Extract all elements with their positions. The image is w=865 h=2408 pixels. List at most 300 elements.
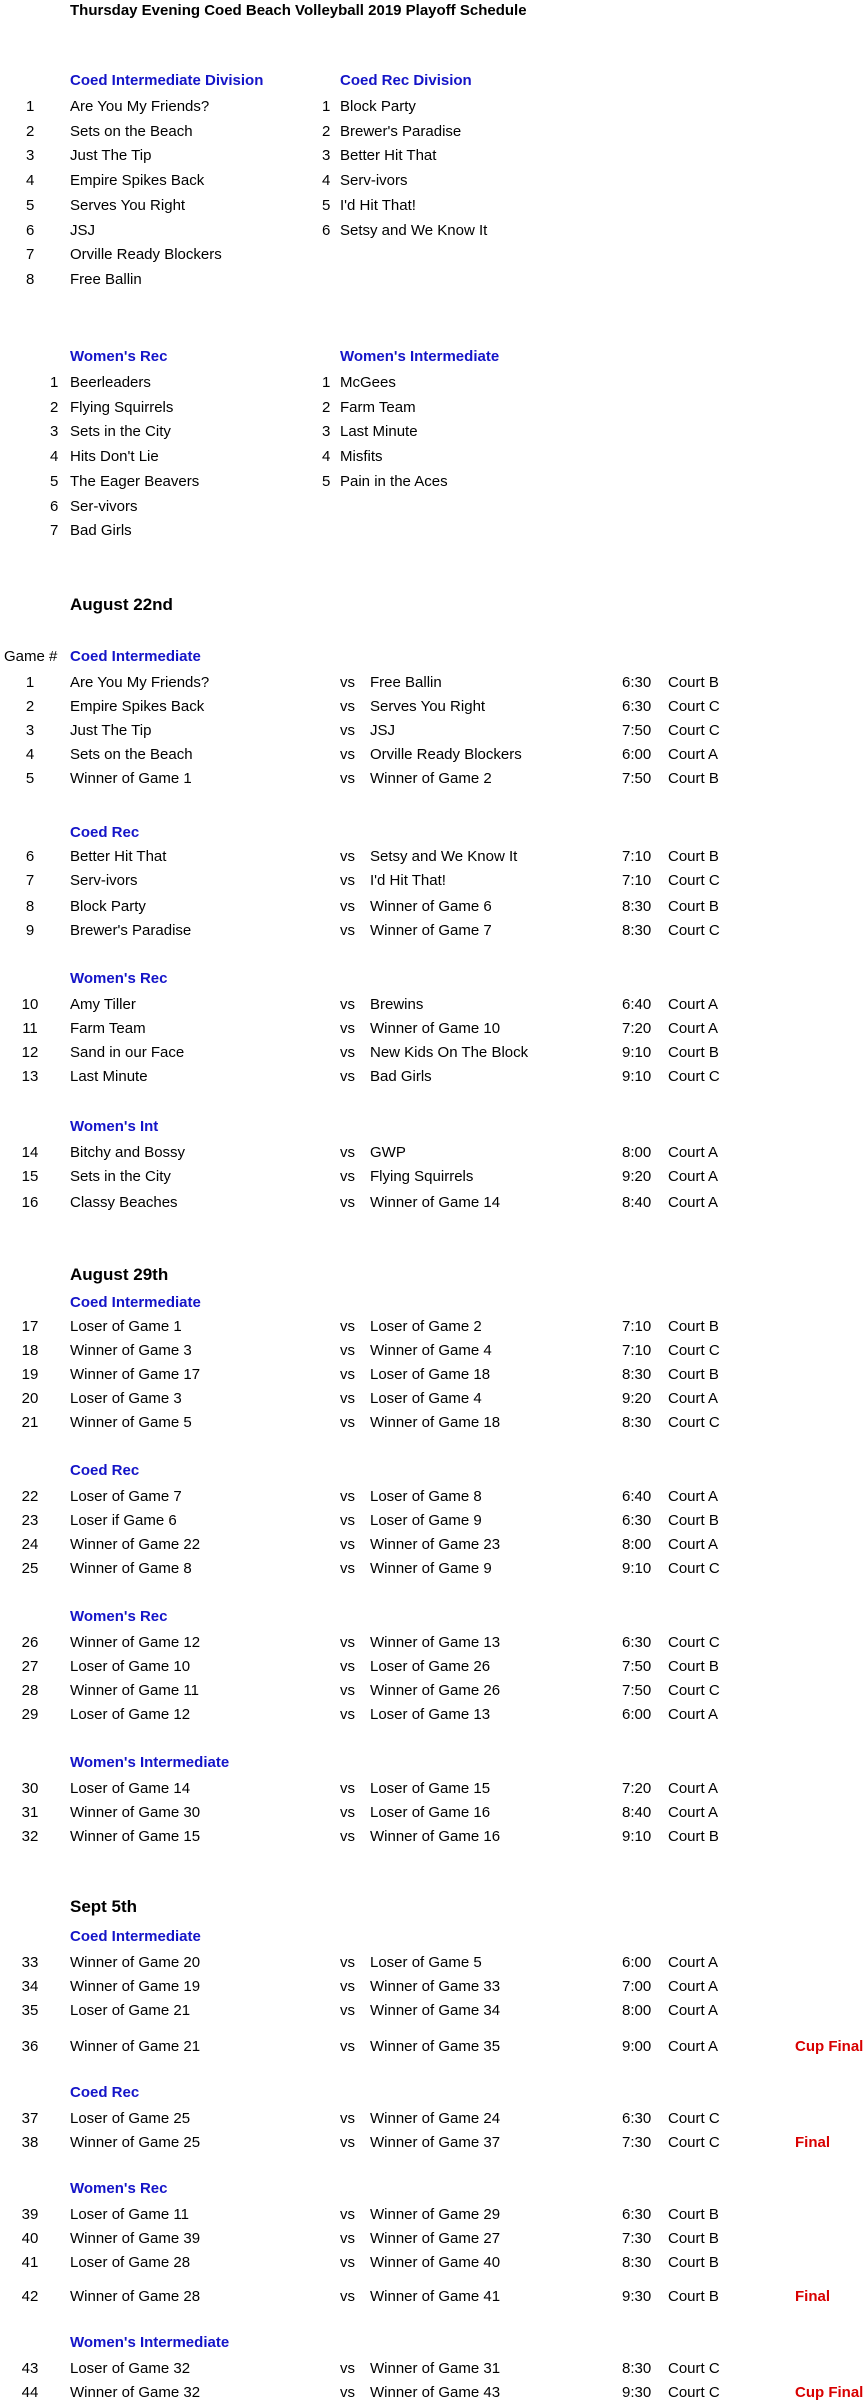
team-two: Winner of Game 41 — [370, 2288, 501, 2305]
game-number: 10 — [21, 996, 39, 1013]
game-number: 35 — [21, 2002, 39, 2019]
game-court: Court A — [668, 1488, 719, 1505]
game-time: 8:30 — [622, 2254, 652, 2271]
game-time: 8:00 — [622, 2002, 652, 2019]
team-two: Winner of Game 7 — [370, 922, 492, 939]
seed-number: 1 — [26, 98, 35, 115]
seed-number: 3 — [50, 423, 59, 440]
team-one: Loser of Game 10 — [70, 1658, 191, 1675]
versus-label: vs — [340, 2254, 355, 2271]
versus-label: vs — [340, 2206, 355, 2223]
team-two: Flying Squirrels — [370, 1168, 474, 1185]
team-one: Winner of Game 3 — [70, 1342, 192, 1359]
team-two: Loser of Game 5 — [370, 1954, 482, 1971]
team-two: Winner of Game 10 — [370, 1020, 501, 1037]
game-number: 16 — [21, 1194, 39, 1211]
team-two: Winner of Game 18 — [370, 1414, 501, 1431]
section-heading: Women's Intermediate — [70, 1754, 230, 1771]
game-number: 30 — [21, 1780, 39, 1797]
game-court: Court C — [668, 1342, 720, 1359]
team-two: Loser of Game 26 — [370, 1658, 491, 1675]
game-time: 7:30 — [622, 2230, 652, 2247]
game-number: 11 — [22, 1020, 38, 1037]
versus-label: vs — [340, 1194, 355, 1211]
team-one: Winner of Game 17 — [70, 1366, 201, 1383]
game-number: 3 — [25, 722, 35, 739]
game-time: 6:40 — [622, 996, 652, 1013]
game-time: 9:30 — [622, 2288, 652, 2305]
standings-heading: Coed Intermediate Division — [70, 72, 264, 89]
team-one: Sand in our Face — [70, 1044, 185, 1061]
game-time: 9:00 — [622, 2038, 652, 2055]
team-one: Classy Beaches — [70, 1194, 178, 1211]
final-label: Final — [795, 2288, 831, 2305]
game-time: 8:00 — [622, 1144, 652, 1161]
section-heading: Women's Rec — [70, 1608, 168, 1625]
team-name: The Eager Beavers — [70, 473, 200, 490]
game-court: Court C — [668, 2134, 720, 2151]
final-label: Cup Final — [795, 2384, 864, 2401]
game-time: 7:50 — [622, 770, 652, 787]
team-one: Last Minute — [70, 1068, 148, 1085]
game-court: Court B — [668, 2254, 719, 2271]
game-time: 6:00 — [622, 746, 652, 763]
game-number: 31 — [21, 1804, 39, 1821]
seed-number: 4 — [50, 448, 59, 465]
team-name: Farm Team — [340, 399, 416, 416]
team-name: Hits Don't Lie — [70, 448, 159, 465]
team-name: Are You My Friends? — [70, 98, 210, 115]
game-time: 7:10 — [622, 848, 652, 865]
team-two: Orville Ready Blockers — [370, 746, 522, 763]
versus-label: vs — [340, 1954, 355, 1971]
versus-label: vs — [340, 848, 355, 865]
seed-number: 4 — [322, 448, 331, 465]
team-two: Winner of Game 24 — [370, 2110, 501, 2127]
versus-label: vs — [340, 2110, 355, 2127]
game-time: 8:40 — [622, 1804, 652, 1821]
team-two: Winner of Game 9 — [370, 1560, 492, 1577]
team-one: Loser if Game 6 — [70, 1512, 177, 1529]
game-time: 7:10 — [622, 1342, 652, 1359]
team-name: Sets in the City — [70, 423, 171, 440]
team-two: Loser of Game 9 — [370, 1512, 482, 1529]
game-court: Court B — [668, 770, 719, 787]
game-time: 8:30 — [622, 1414, 652, 1431]
team-name: Setsy and We Know It — [340, 222, 488, 239]
game-number: 22 — [21, 1488, 39, 1505]
versus-label: vs — [340, 1414, 355, 1431]
game-time: 7:50 — [622, 1682, 652, 1699]
game-time: 7:50 — [622, 722, 652, 739]
versus-label: vs — [340, 1634, 355, 1651]
game-number-header: Game # — [4, 648, 58, 665]
team-name: Block Party — [340, 98, 416, 115]
versus-label: vs — [340, 2230, 355, 2247]
game-number: 36 — [21, 2038, 39, 2055]
game-time: 9:10 — [622, 1044, 652, 1061]
team-two: Winner of Game 26 — [370, 1682, 501, 1699]
game-time: 7:20 — [622, 1020, 652, 1037]
team-two: Winner of Game 14 — [370, 1194, 501, 1211]
game-time: 6:30 — [622, 674, 652, 691]
team-name: Ser-vivors — [70, 498, 138, 515]
game-court: Court B — [668, 1512, 719, 1529]
versus-label: vs — [340, 1390, 355, 1407]
game-number: 6 — [25, 848, 35, 865]
team-one: Loser of Game 11 — [70, 2206, 189, 2223]
seed-number: 2 — [50, 399, 59, 416]
section-heading: Coed Rec — [70, 824, 140, 841]
game-court: Court C — [668, 1414, 720, 1431]
team-two: Winner of Game 23 — [370, 1536, 501, 1553]
versus-label: vs — [340, 1144, 355, 1161]
section-heading: Coed Rec — [70, 2084, 140, 2101]
seed-number: 5 — [322, 473, 331, 490]
team-one: Winner of Game 12 — [70, 1634, 201, 1651]
versus-label: vs — [340, 722, 355, 739]
team-two: I'd Hit That! — [370, 872, 446, 889]
team-name: Beerleaders — [70, 374, 151, 391]
team-name: Orville Ready Blockers — [70, 246, 222, 263]
team-name: Serv-ivors — [340, 172, 408, 189]
game-time: 6:30 — [622, 2206, 652, 2223]
game-court: Court A — [668, 1536, 719, 1553]
team-two: Winner of Game 43 — [370, 2384, 501, 2401]
team-two: Loser of Game 2 — [370, 1318, 482, 1335]
game-court: Court A — [668, 1390, 719, 1407]
versus-label: vs — [340, 1488, 355, 1505]
team-name: Pain in the Aces — [340, 473, 448, 490]
game-number: 29 — [21, 1706, 39, 1723]
versus-label: vs — [340, 2384, 355, 2401]
game-time: 8:30 — [622, 1366, 652, 1383]
team-two: New Kids On The Block — [370, 1044, 529, 1061]
game-time: 6:40 — [622, 1488, 652, 1505]
game-court: Court C — [668, 1682, 720, 1699]
team-two: Free Ballin — [370, 674, 442, 691]
team-one: Loser of Game 7 — [70, 1488, 182, 1505]
game-court: Court B — [668, 1318, 719, 1335]
game-court: Court A — [668, 746, 719, 763]
game-time: 8:30 — [622, 922, 652, 939]
seed-number: 6 — [50, 498, 59, 515]
versus-label: vs — [340, 2288, 355, 2305]
team-two: Winner of Game 13 — [370, 1634, 501, 1651]
date-heading: August 22nd — [70, 595, 173, 614]
team-one: Loser of Game 1 — [70, 1318, 182, 1335]
standings-heading: Women's Intermediate — [340, 348, 500, 365]
game-court: Court A — [668, 1954, 719, 1971]
team-one: Winner of Game 30 — [70, 1804, 201, 1821]
versus-label: vs — [340, 1780, 355, 1797]
game-time: 6:30 — [622, 1634, 652, 1651]
team-one: Winner of Game 20 — [70, 1954, 201, 1971]
seed-number: 2 — [322, 399, 331, 416]
versus-label: vs — [340, 1682, 355, 1699]
game-court: Court B — [668, 1828, 719, 1845]
team-one: Loser of Game 21 — [70, 2002, 191, 2019]
versus-label: vs — [340, 1706, 355, 1723]
game-court: Court B — [668, 1366, 719, 1383]
team-name: Last Minute — [340, 423, 418, 440]
team-one: Winner of Game 22 — [70, 1536, 201, 1553]
team-one: Bitchy and Bossy — [70, 1144, 186, 1161]
team-two: Winner of Game 33 — [370, 1978, 501, 1995]
team-two: Serves You Right — [370, 698, 486, 715]
team-name: Better Hit That — [340, 147, 437, 164]
versus-label: vs — [340, 1536, 355, 1553]
game-court: Court C — [668, 2360, 720, 2377]
game-court: Court B — [668, 848, 719, 865]
versus-label: vs — [340, 1044, 355, 1061]
versus-label: vs — [340, 1318, 355, 1335]
game-time: 7:20 — [622, 1780, 652, 1797]
versus-label: vs — [340, 1366, 355, 1383]
game-time: 9:10 — [622, 1560, 652, 1577]
team-one: Better Hit That — [70, 848, 167, 865]
seed-number: 2 — [26, 123, 35, 140]
section-heading: Coed Rec — [70, 1462, 140, 1479]
team-name: Flying Squirrels — [70, 399, 174, 416]
team-two: Winner of Game 2 — [370, 770, 492, 787]
versus-label: vs — [340, 872, 355, 889]
team-one: Block Party — [70, 898, 146, 915]
standings-heading: Coed Rec Division — [340, 72, 472, 89]
team-one: Winner of Game 11 — [70, 1682, 199, 1699]
team-two: Winner of Game 6 — [370, 898, 492, 915]
team-name: Misfits — [340, 448, 383, 465]
game-court: Court A — [668, 1020, 719, 1037]
game-number: 39 — [21, 2206, 39, 2223]
seed-number: 5 — [26, 197, 35, 214]
standings-heading: Women's Rec — [70, 348, 168, 365]
game-time: 7:50 — [622, 1658, 652, 1675]
team-name: Serves You Right — [70, 197, 186, 214]
game-number: 14 — [21, 1144, 39, 1161]
game-number: 38 — [21, 2134, 39, 2151]
game-court: Court A — [668, 1804, 719, 1821]
game-time: 7:10 — [622, 872, 652, 889]
game-number: 25 — [21, 1560, 39, 1577]
seed-number: 7 — [26, 246, 35, 263]
game-number: 1 — [25, 674, 35, 691]
date-heading: Sept 5th — [70, 1897, 138, 1916]
game-time: 7:10 — [622, 1318, 652, 1335]
game-court: Court C — [668, 1634, 720, 1651]
seed-number: 6 — [322, 222, 331, 239]
team-two: Winner of Game 29 — [370, 2206, 501, 2223]
game-court: Court C — [668, 698, 720, 715]
team-two: Loser of Game 4 — [370, 1390, 482, 1407]
team-name: Sets on the Beach — [70, 123, 193, 140]
game-number: 42 — [21, 2288, 39, 2305]
team-two: Loser of Game 15 — [370, 1780, 491, 1797]
game-court: Court B — [668, 2288, 719, 2305]
game-number: 18 — [21, 1342, 39, 1359]
game-court: Court B — [668, 898, 719, 915]
team-name: Empire Spikes Back — [70, 172, 205, 189]
game-number: 13 — [21, 1068, 39, 1085]
versus-label: vs — [340, 770, 355, 787]
game-number: 34 — [21, 1978, 39, 1995]
final-label: Cup Final — [795, 2038, 864, 2055]
team-one: Loser of Game 28 — [70, 2254, 191, 2271]
game-court: Court A — [668, 2002, 719, 2019]
seed-number: 6 — [26, 222, 35, 239]
team-two: Winner of Game 4 — [370, 1342, 492, 1359]
game-court: Court C — [668, 2110, 720, 2127]
game-court: Court A — [668, 1144, 719, 1161]
team-two: JSJ — [370, 722, 396, 739]
team-one: Sets in the City — [70, 1168, 171, 1185]
section-heading: Women's Rec — [70, 2180, 168, 2197]
section-heading: Women's Rec — [70, 970, 168, 987]
game-time: 8:30 — [622, 2360, 652, 2377]
team-one: Winner of Game 8 — [70, 1560, 192, 1577]
team-one: Winner of Game 28 — [70, 2288, 201, 2305]
team-two: Bad Girls — [370, 1068, 432, 1085]
versus-label: vs — [340, 922, 355, 939]
game-number: 19 — [21, 1366, 39, 1383]
team-one: Winner of Game 1 — [70, 770, 192, 787]
team-one: Winner of Game 21 — [70, 2038, 201, 2055]
team-name: Free Ballin — [70, 271, 142, 288]
game-number: 33 — [21, 1954, 39, 1971]
game-court: Court A — [668, 1780, 719, 1797]
team-two: Loser of Game 13 — [370, 1706, 491, 1723]
game-court: Court C — [668, 1068, 720, 1085]
versus-label: vs — [340, 1804, 355, 1821]
game-time: 6:00 — [622, 1706, 652, 1723]
game-time: 8:00 — [622, 1536, 652, 1553]
versus-label: vs — [340, 1560, 355, 1577]
game-court: Court C — [668, 922, 720, 939]
versus-label: vs — [340, 1978, 355, 1995]
team-one: Loser of Game 32 — [70, 2360, 191, 2377]
team-one: Winner of Game 25 — [70, 2134, 201, 2151]
team-one: Empire Spikes Back — [70, 698, 205, 715]
game-court: Court B — [668, 1658, 719, 1675]
game-number: 28 — [21, 1682, 39, 1699]
versus-label: vs — [340, 746, 355, 763]
seed-number: 7 — [50, 522, 59, 539]
team-one: Winner of Game 19 — [70, 1978, 201, 1995]
game-number: 23 — [21, 1512, 39, 1529]
game-court: Court A — [668, 1194, 719, 1211]
game-time: 6:30 — [622, 2110, 652, 2127]
game-number: 8 — [25, 898, 35, 915]
versus-label: vs — [340, 1020, 355, 1037]
game-number: 41 — [21, 2254, 39, 2271]
game-time: 9:10 — [622, 1068, 652, 1085]
game-court: Court A — [668, 1978, 719, 1995]
team-one: Winner of Game 32 — [70, 2384, 201, 2401]
seed-number: 2 — [322, 123, 331, 140]
game-number: 43 — [21, 2360, 39, 2377]
versus-label: vs — [340, 898, 355, 915]
game-time: 6:30 — [622, 1512, 652, 1529]
team-one: Loser of Game 12 — [70, 1706, 191, 1723]
versus-label: vs — [340, 2002, 355, 2019]
versus-label: vs — [340, 1342, 355, 1359]
versus-label: vs — [340, 1068, 355, 1085]
team-one: Just The Tip — [70, 722, 152, 739]
game-number: 2 — [25, 698, 35, 715]
versus-label: vs — [340, 2038, 355, 2055]
game-time: 8:40 — [622, 1194, 652, 1211]
game-time: 6:30 — [622, 698, 652, 715]
game-court: Court A — [668, 2038, 719, 2055]
seed-number: 3 — [322, 147, 331, 164]
team-two: Winner of Game 35 — [370, 2038, 501, 2055]
team-one: Serv-ivors — [70, 872, 138, 889]
versus-label: vs — [340, 1658, 355, 1675]
game-court: Court B — [668, 674, 719, 691]
team-two: Loser of Game 18 — [370, 1366, 491, 1383]
game-court: Court B — [668, 2230, 719, 2247]
team-name: I'd Hit That! — [340, 197, 416, 214]
versus-label: vs — [340, 1168, 355, 1185]
final-label: Final — [795, 2134, 831, 2151]
game-time: 7:30 — [622, 2134, 652, 2151]
versus-label: vs — [340, 674, 355, 691]
game-number: 9 — [25, 922, 35, 939]
team-one: Amy Tiller — [70, 996, 136, 1013]
game-time: 6:00 — [622, 1954, 652, 1971]
game-number: 26 — [21, 1634, 39, 1651]
team-name: Just The Tip — [70, 147, 152, 164]
team-one: Loser of Game 25 — [70, 2110, 191, 2127]
team-two: Winner of Game 31 — [370, 2360, 501, 2377]
game-number: 12 — [21, 1044, 39, 1061]
versus-label: vs — [340, 1512, 355, 1529]
game-number: 15 — [21, 1168, 39, 1185]
seed-number: 3 — [322, 423, 331, 440]
game-court: Court B — [668, 2206, 719, 2223]
seed-number: 4 — [26, 172, 35, 189]
seed-number: 1 — [322, 98, 331, 115]
game-court: Court A — [668, 1168, 719, 1185]
section-heading: Women's Intermediate — [70, 2334, 230, 2351]
team-two: Loser of Game 8 — [370, 1488, 482, 1505]
seed-number: 1 — [322, 374, 331, 391]
seed-number: 4 — [322, 172, 331, 189]
team-name: Brewer's Paradise — [340, 123, 462, 140]
game-time: 8:30 — [622, 898, 652, 915]
game-time: 9:20 — [622, 1168, 652, 1185]
game-number: 37 — [21, 2110, 39, 2127]
seed-number: 3 — [26, 147, 35, 164]
team-two: Winner of Game 34 — [370, 2002, 501, 2019]
section-heading: Coed Intermediate — [70, 1928, 201, 1945]
game-number: 40 — [21, 2230, 39, 2247]
team-two: GWP — [370, 1144, 406, 1161]
game-court: Court C — [668, 2384, 720, 2401]
game-number: 32 — [21, 1828, 39, 1845]
game-number: 4 — [25, 746, 35, 763]
seed-number: 8 — [26, 271, 35, 288]
team-name: JSJ — [70, 222, 96, 239]
page-title: Thursday Evening Coed Beach Volleyball 2019 Playoff Schedule — [70, 2, 527, 19]
seed-number: 1 — [50, 374, 59, 391]
team-two: Winner of Game 27 — [370, 2230, 501, 2247]
game-number: 17 — [21, 1318, 39, 1335]
game-time: 9:20 — [622, 1390, 652, 1407]
team-one: Are You My Friends? — [70, 674, 210, 691]
team-two: Winner of Game 40 — [370, 2254, 501, 2271]
team-one: Brewer's Paradise — [70, 922, 192, 939]
